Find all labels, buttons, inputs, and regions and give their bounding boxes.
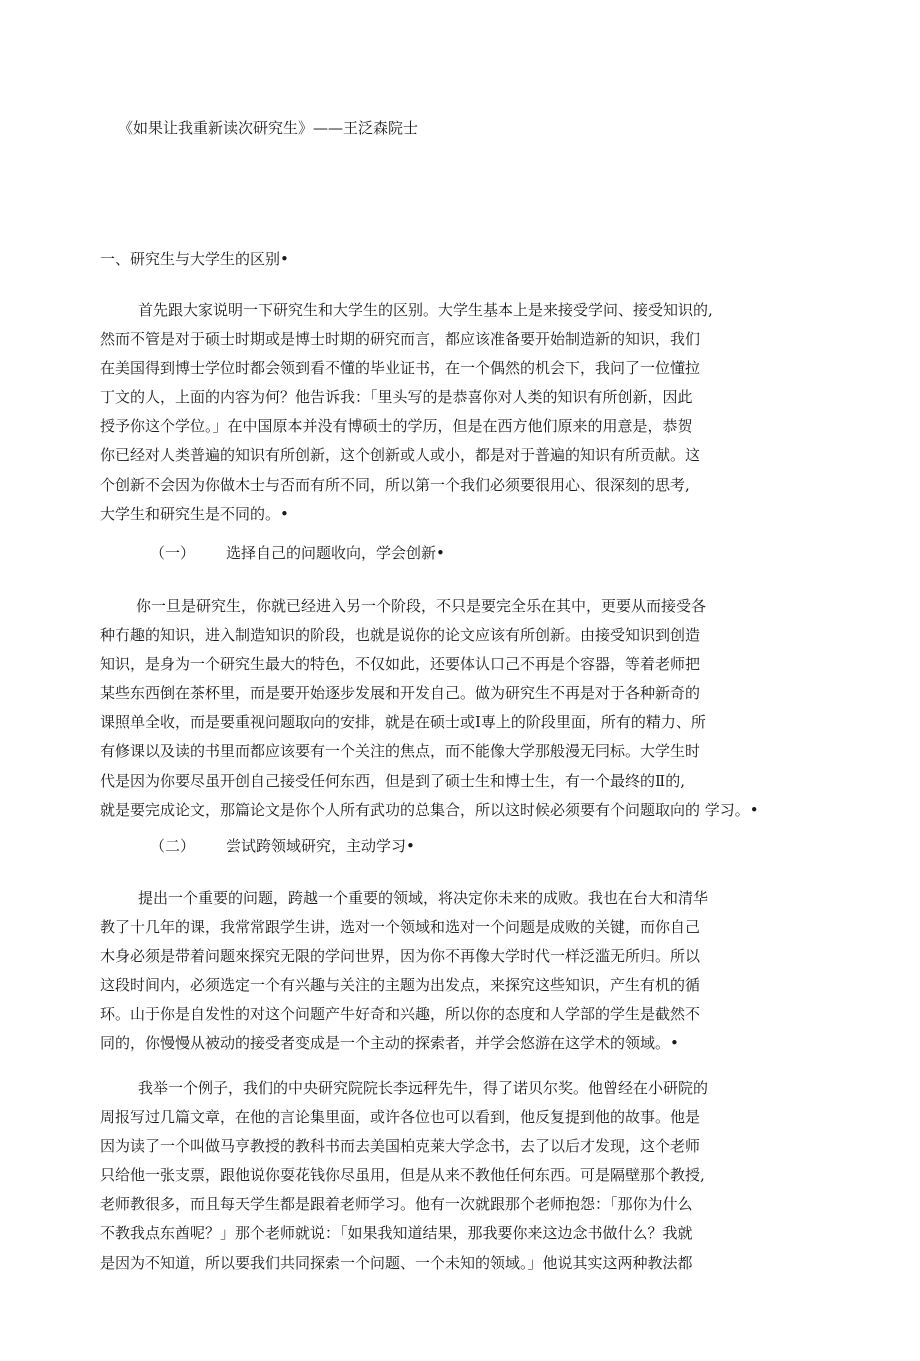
- subheading-2: [150, 836, 415, 856]
- paragraph-line: 你一旦是研究生，你就已经进入另一个阶段，不只是要完全乐在其中，更要从而接受各: [136, 597, 707, 615]
- paragraph-line: 知识，是身为一个研究生最大的特色，不仅如此，还要体认口己不再是个容器，等着老师把: [100, 655, 701, 674]
- paragraph-line: 只给他一张支票，跟他说你耍花钱你尽虽用，但是从来不教他任何东西。可是隔壁那个教授,: [100, 1166, 705, 1185]
- paragraph-line: 丁文的人，上面的内容为何？他告诉我：「里头写的是恭喜你对人类的知识有所创新，因此: [100, 388, 693, 407]
- paragraph-line: 就是要完成论文，那篇论文是你个人所有武功的总集合，所以这时候必须要有个问题取向的 学习。•: [100, 800, 759, 819]
- paragraph-line: 木身必须是带着问题來探究无限的学问世界，因为你不再像大学时代一样泛滥无所归。所以: [100, 947, 701, 966]
- subheading-title: 尝试跨领域研究，主动学习•: [226, 837, 415, 855]
- subheading-title: 选择自己的问题收向，学会创新•: [226, 544, 445, 562]
- paragraph-line: 授予你这个学位。」在中国原本并没有博硕士的学历，但是在西方他们原来的用意是，恭贺: [100, 417, 693, 436]
- paragraph-line: 教了十几年的课，我常常跟学生讲，选对一个领域和选对一个问题是成败的关键，而你自己: [100, 918, 701, 937]
- paragraph-line: 种冇趣的知识，进入制造知识的阶段，也就是说你的论文应该有所创新。由接受知识到创造: [100, 626, 701, 645]
- subheading-number: （一）: [150, 544, 196, 562]
- paragraph-line: 是因为不知道，所以要我们共同探索一个问题、一个未知的领域。」他说其实这两种教法都: [100, 1253, 693, 1272]
- paragraph-line: 代是因为你要尽虽开创自己接受任何东西，但是到了硕士生和博士生，有一个最终的Ⅱ的,: [100, 771, 685, 790]
- document-title: 《如果让我重新读次研究生》——王泛森院士: [118, 119, 419, 137]
- section-1-paragraph: [100, 296, 820, 529]
- paragraph-line: 某些东西倒在茶杯里，而是要开始逐步发展和开发自己。做为研究生不再是对于各种新奇的: [100, 684, 701, 703]
- paragraph-line: 有修课以及读的书里而都应该要有一个关注的焦点，而不能像大学那般漫无冃标。大学生时: [100, 742, 701, 761]
- paragraph-line: 这段时间内，必须选定一个有兴趣与关注的主题为出发点，来探究这些知识，产生有机的循: [100, 976, 701, 995]
- paragraph-line: 课照单全收，而是要重视问题取向的安排，就是在硕士或Ⅰ専上的阶段里面，所有的精力、所: [100, 713, 706, 732]
- paragraph-line: 同的，你慢慢从被动的接受者变成是一个主动的探索者，并学会悠游在这学术的领域。•: [100, 1034, 679, 1053]
- paragraph-line: 大学生和研究生是不同的。•: [100, 504, 289, 523]
- paragraph-line: 我举一个例子，我们的中央研究院院长李远秤先牛，得了诺贝尔奖。他曾经在小研院的: [138, 1079, 709, 1097]
- subheading-number: （二）: [150, 837, 196, 855]
- paragraph-line: 在美国得到博士学位时都会领到看不懂的毕业证书，在一个偶然的机会下，我问了一位懂拉: [100, 359, 701, 378]
- paragraph-line: 你已经对人类普遍的知识有所创新，这个创新或人或小，都是对于普遍的知识有所贡献。这: [100, 446, 701, 465]
- section-heading-1: 一、研究生与大学生的区别•: [100, 250, 289, 268]
- paragraph-line: 周报写过几篇文章，在他的言论集里面，或许各位也可以看到，他反复提到他的故事。他是: [100, 1108, 701, 1127]
- paragraph-line: 提出一个重要的问题，跨越一个重要的领域，将决定你未来的成败。我也在台大和清华: [138, 889, 709, 907]
- paragraph-line: 不教我点东酋呢？」那个老师就说：「如果我知道结果，那我要你来这边念书做什么？我就: [100, 1224, 693, 1243]
- subheading-1: [150, 543, 445, 563]
- subsection-2-paragraph-2: [100, 1074, 820, 1278]
- paragraph-line: 个创新不会因为你做木士与否而有所不同，所以第一个我们必须要很用心、很深刻的思考,: [100, 475, 690, 494]
- paragraph-line: 因为读了一个叫做马亨教授的教科书而去美国柏克莱大学念书，去了以后才发现，这个老师: [100, 1137, 701, 1156]
- subsection-1-paragraph: [100, 592, 820, 825]
- paragraph-line: 老师教很多，而且每天学生都是跟着老师学习。他有一次就跟那个老师抱怨：「那你为什么: [100, 1195, 693, 1214]
- subsection-2-paragraph-1: [100, 884, 820, 1059]
- paragraph-line: 首先跟大家说明一下研究生和大学生的区别。大学生基本上是来接受学问、接受知识的,: [138, 301, 713, 319]
- paragraph-line: 然而不管是对于硕士时期或是博士时期的研究而言，都应该准备要开始制造新的知识，我们: [100, 330, 701, 349]
- paragraph-line: 环。山于你是自发性的对这个问题产牛好奇和兴趣，所以你的态度和人学部的学生是截然不: [100, 1005, 701, 1024]
